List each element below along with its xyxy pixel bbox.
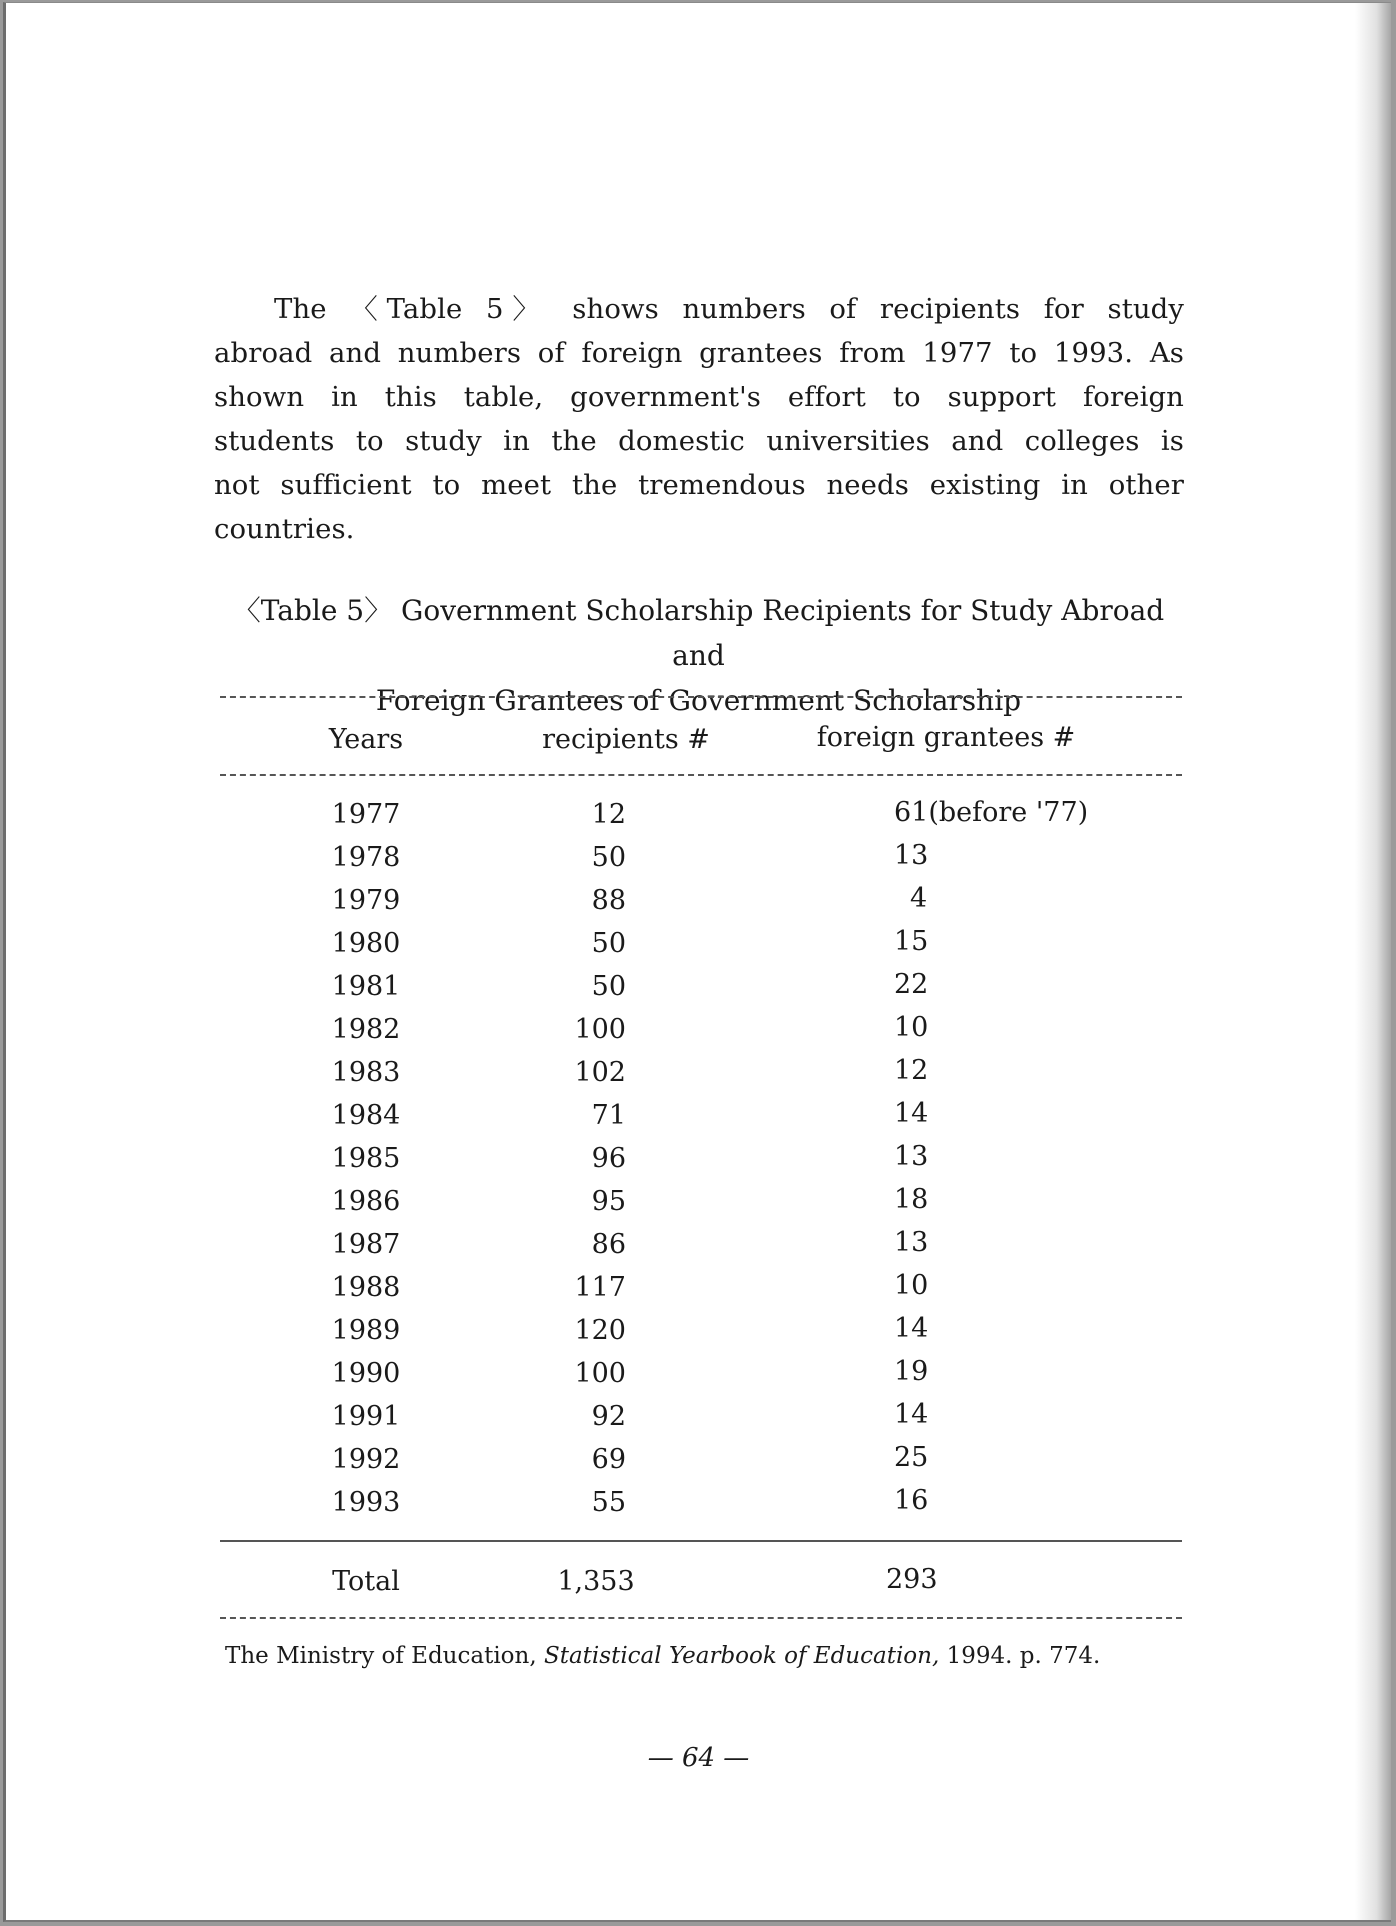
cell-foreign-grantees: 15 — [894, 926, 929, 957]
page-number: — 64 — — [647, 1743, 750, 1773]
cell-recipients: 92 — [591, 1401, 626, 1432]
header-years: Years — [328, 724, 404, 755]
total-recipients: 1,353 — [557, 1566, 635, 1597]
cell-year: 1991 — [331, 1401, 401, 1432]
cell-foreign-grantees: 14 — [894, 1399, 929, 1430]
cell-recipients: 96 — [591, 1143, 626, 1174]
cell-year: 1978 — [331, 842, 401, 873]
body-paragraph: The 〈Table 5〉 shows numbers of recipients for study abroad and numbers of foreign grantees from 1977 to 1993. As shown in this table, government's effort to support foreign students to study in the domestic universities and colleges is not sufficient to meet the tremendous needs existing in other countries. — [214, 293, 1184, 545]
cell-year: 1984 — [331, 1100, 401, 1131]
cell-recipients: 100 — [574, 1358, 626, 1389]
cell-foreign-grantees: 13 — [894, 1141, 929, 1172]
cell-year: 1986 — [331, 1186, 401, 1217]
cell-recipients: 50 — [591, 928, 626, 959]
table-caption — [206, 588, 1191, 723]
cell-foreign-grantees: 18 — [894, 1184, 929, 1215]
cell-foreign-grantees: 13 — [894, 1227, 929, 1258]
page-edge-shadow — [1355, 3, 1391, 1920]
cell-foreign-grantees: 4 — [910, 883, 928, 914]
total-foreign-grantees: 293 — [886, 1564, 938, 1595]
cell-foreign-grantees: 19 — [894, 1356, 929, 1387]
source-prefix: The Ministry of Education, — [225, 1643, 544, 1669]
cell-year: 1983 — [331, 1057, 401, 1088]
cell-year: 1992 — [331, 1444, 401, 1475]
total-label: Total — [332, 1566, 400, 1597]
header-recipients: recipients # — [542, 724, 710, 755]
cell-recipients: 69 — [591, 1444, 626, 1475]
cell-year: 1993 — [331, 1487, 401, 1518]
cell-year: 1989 — [331, 1315, 401, 1346]
cell-recipients: 88 — [591, 885, 626, 916]
cell-foreign-grantees: 25 — [894, 1442, 929, 1473]
cell-recipients: 86 — [591, 1229, 626, 1260]
cell-year: 1980 — [331, 928, 401, 959]
cell-recipients: 12 — [591, 799, 626, 830]
header-foreign-grantees: foreign grantees # — [816, 722, 1076, 753]
cell-recipients: 117 — [574, 1272, 626, 1303]
document-page — [3, 2, 1391, 1922]
cell-year: 1981 — [331, 971, 401, 1002]
total-top-rule — [220, 1540, 1182, 1542]
source-title: Statistical Yearbook of Education, — [543, 1643, 940, 1669]
cell-year: 1990 — [331, 1358, 401, 1389]
cell-recipients: 95 — [591, 1186, 626, 1217]
cell-foreign-grantees: 12 — [894, 1055, 929, 1086]
source-citation — [225, 1643, 1100, 1669]
header-bottom-rule — [220, 774, 1182, 776]
cell-year: 1987 — [331, 1229, 401, 1260]
table-bottom-rule — [220, 1617, 1182, 1619]
cell-recipients: 55 — [591, 1487, 626, 1518]
cell-year: 1979 — [331, 885, 401, 916]
cell-foreign-grantees: 16 — [894, 1485, 929, 1516]
table-caption-line2: Foreign Grantees of Government Scholarship — [375, 684, 1022, 717]
cell-year: 1982 — [331, 1014, 401, 1045]
cell-foreign-grantees: 14 — [894, 1313, 929, 1344]
cell-year: 1977 — [331, 799, 401, 830]
cell-recipients: 50 — [591, 842, 626, 873]
cell-foreign-grantees: 13 — [894, 840, 929, 871]
cell-foreign-grantees: 22 — [894, 969, 929, 1000]
cell-year: 1985 — [331, 1143, 401, 1174]
cell-recipients: 102 — [574, 1057, 626, 1088]
cell-foreign-grantees: 61(before '77) — [894, 797, 1089, 828]
table-top-rule — [220, 696, 1182, 698]
cell-recipients: 71 — [591, 1100, 626, 1131]
cell-year: 1988 — [331, 1272, 401, 1303]
cell-recipients: 50 — [591, 971, 626, 1002]
cell-foreign-grantees: 14 — [894, 1098, 929, 1129]
cell-foreign-grantees: 10 — [894, 1012, 929, 1043]
cell-foreign-grantees: 10 — [894, 1270, 929, 1301]
source-suffix: 1994. p. 774. — [939, 1643, 1101, 1669]
cell-recipients: 100 — [574, 1014, 626, 1045]
cell-recipients: 120 — [574, 1315, 626, 1346]
table-caption-line1: 〈Table 5〉 Government Scholarship Recipients for Study Abroad and — [232, 594, 1165, 672]
